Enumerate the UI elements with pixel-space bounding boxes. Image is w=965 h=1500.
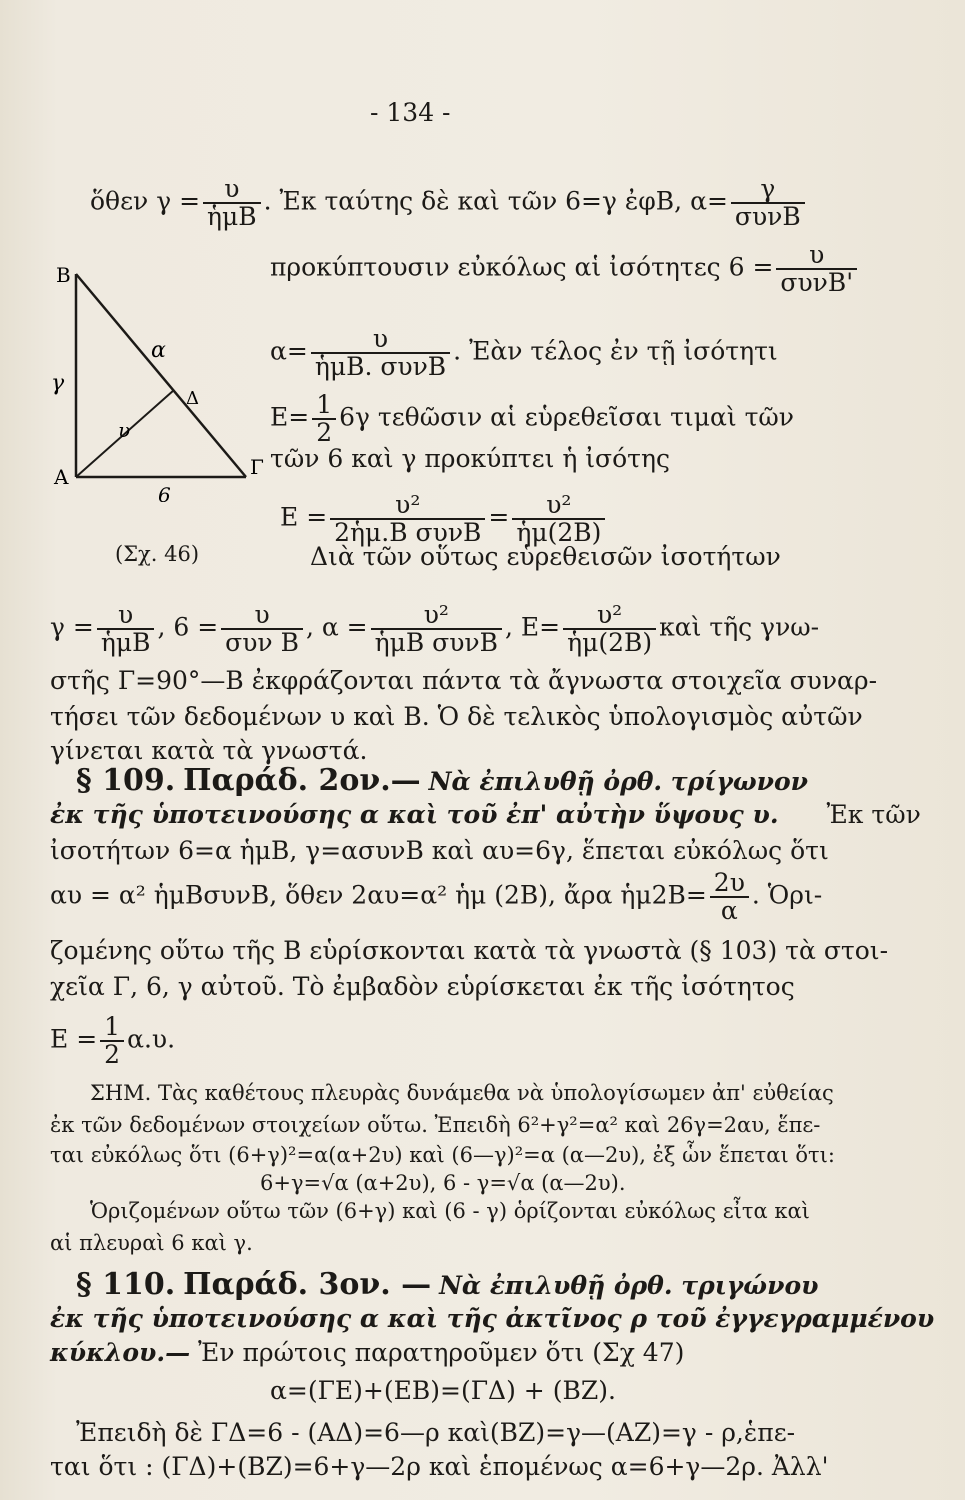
text-line: στῆς Γ=90°—Β ἐκφράζονται πάντα τὰ ἄγνωστα στοιχεῖα συναρ- [50, 666, 878, 695]
text-line: γίνεται κατὰ τὰ γνωστά. [50, 736, 368, 765]
text-line: τήσει τῶν δεδομένων υ καὶ Β. Ὁ δὲ τελικὸς ὑπολογισμὸς αὐτῶν [50, 702, 863, 731]
text-line: α=(ΓΕ)+(ΕΒ)=(ΓΔ) + (ΒΖ). [270, 1376, 616, 1405]
fraction: $\frac{\text{υ²}}{\text{ἡμ(2Β)}}$ [512, 492, 605, 546]
fraction: $\frac{\upsilon}{\text{ἡμΒ}}$ [203, 176, 261, 230]
side-gamma-label: γ [51, 371, 65, 396]
note-line: Ὁριζομένων οὕτω τῶν (6+γ) καὶ (6 - γ) ὁρίζονται εὐκόλως εἶτα καὶ [90, 1199, 810, 1223]
note-line: ΣΗΜ. Τὰς καθέτους πλευρὰς δυνάμεθα νὰ ὑπολογίσωμεν ἀπ' εὐθείας [90, 1081, 834, 1105]
fraction: $\frac{\upsilon}{\text{συνΒ'}}$ [776, 242, 857, 296]
text-line: Διὰ τῶν οὕτως εὑρεθεισῶν ἰσοτήτων [310, 542, 781, 571]
fraction: $\frac{\text{υ²}}{\text{ἡμ(2Β)}}$ [563, 602, 656, 656]
height-upsilon-label: υ [118, 418, 131, 442]
fraction: $\frac{1}{2}$ [100, 1014, 124, 1068]
fraction: $\frac{2\upsilon}{\alpha}$ [710, 870, 749, 924]
text-line: αυ = α² ἡμΒσυνΒ, ὅθεν 2αυ=α² ἡμ (2Β), ἄρα ἡμ2Β= $\frac{2\upsilon}{\alpha}$ . Ὁρι- [50, 868, 823, 925]
note-line: ἐκ τῶν δεδομένων στοιχείων οὕτω. Ἐπειδὴ 6²+γ²=α² καὶ 26γ=2αυ, ἕπε- [50, 1113, 821, 1137]
text-line: Ε = $\frac{\text{υ²}}{\text{2ἡμ.Β συνΒ}}$ = $\frac{\text{υ²}}{\text{ἡμ(2Β)}}$ [280, 492, 608, 546]
text-line: γ = $\frac{\upsilon}{\text{ἡμΒ}}$ , 6 = $\frac{\upsilon}{\text{συν Β}}$ , α = $\frac{\text{υ²}}{\text{ἡμΒ συνΒ}}$ , Ε= $\frac{\text{υ²}}{\text{ἡμ(2Β)}}$ καὶ τῆς γνω- [50, 600, 820, 657]
text-line: Ε = $\frac{1}{2}$ α.υ. [50, 1012, 176, 1069]
text-line: κύκλου.— Ἐν πρώτοις παρατηροῦμεν ὅτι (Σχ 47) [50, 1338, 685, 1367]
fraction: $\frac{1}{2}$ [312, 392, 336, 446]
note-line: 6+γ=√α (α+2υ), 6 - γ=√α (α—2υ). [260, 1171, 626, 1195]
text-line: ἐκ τῆς ὑποτεινούσης α καὶ τῆς ἀκτῖνος ρ τοῦ ἐγγεγραμμένου [50, 1304, 935, 1333]
fraction: $\frac{\text{υ²}}{\text{2ἡμ.Β συνΒ}}$ [330, 492, 485, 546]
figure-caption: (Σχ. 46) [115, 542, 200, 566]
page-number: - 134 - [370, 98, 451, 127]
text-line: Ἐπειδὴ δὲ ΓΔ=6 - (ΑΔ)=6—ρ καὶ(ΒΖ)=γ—(ΑΖ)=γ - ρ,ἑπε- [76, 1418, 796, 1447]
hypotenuse [76, 274, 246, 477]
text-line: τῶν 6 καὶ γ προκύπτει ἡ ἰσότης [270, 444, 670, 473]
point-delta-label: Δ [186, 388, 199, 409]
note-line: ται εὐκόλως ὅτι (6+γ)²=α(α+2υ) καὶ (6—γ)²=α (α—2υ), ἐξ ὧν ἕπεται ὅτι: [50, 1143, 835, 1167]
text-line: ζομένης οὕτω τῆς Β εὑρίσκονται κατὰ τὰ γνωστὰ (§ 103) τὰ στοι- [50, 936, 889, 965]
fraction: $\frac{\upsilon}{\text{συν Β}}$ [221, 602, 303, 656]
text-line: ται ὅτι : (ΓΔ)+(ΒΖ)=6+γ—2ρ καὶ ἑπομένως α=6+γ—2ρ. Ἀλλ' [50, 1452, 829, 1481]
fraction: $\frac{\upsilon}{\text{ἡμΒ. συνΒ}}$ [311, 326, 450, 380]
section-110-heading: § 110. Παράδ. 3ον. — Νὰ ἐπιλυθῇ ὀρθ. τριγώνου [76, 1267, 819, 1302]
text-line: ἰσοτήτων 6=α ἡμΒ, γ=ασυνΒ καὶ αυ=6γ, ἕπεται εὐκόλως ὅτι [50, 836, 829, 865]
note-line: αἱ πλευραὶ 6 καὶ γ. [50, 1231, 253, 1255]
vertex-a-label: Α [54, 465, 69, 489]
vertex-gamma-label: Γ [250, 455, 264, 479]
side-beta-label: 6 [158, 483, 171, 502]
fraction: $\frac{\text{υ²}}{\text{ἡμΒ συνΒ}}$ [371, 602, 502, 656]
text-line: Ε= $\frac{1}{2}$ 6γ τεθῶσιν αἱ εὑρεθεῖσαι τιμαὶ τῶν [270, 390, 794, 447]
text-line: προκύπτουσιν εὐκόλως αἱ ἰσότητες 6 = $\frac{\upsilon}{\text{συνΒ'}}$ [270, 242, 860, 296]
text-line: χεῖα Γ, 6, γ αὐτοῦ. Τὸ ἐμβαδὸν εὑρίσκεται ἐκ τῆς ἰσότητος [50, 972, 795, 1001]
vertex-b-label: Β [56, 263, 71, 287]
text-line: α= $\frac{\upsilon}{\text{ἡμΒ. συνΒ}}$ . Ἐὰν τέλος ἐν τῇ ἰσότητι [270, 324, 778, 381]
fraction: $\frac{\upsilon}{\text{ἡμΒ}}$ [97, 602, 155, 656]
right-triangle-figure [46, 262, 296, 502]
side-alpha-label: α [151, 338, 166, 363]
fraction: $\frac{\gamma}{\text{συνΒ}}$ [731, 176, 805, 230]
text-line: ὅθεν γ = $\frac{\upsilon}{\text{ἡμΒ}}$ . Ἐκ ταύτης δὲ καὶ τῶν 6=γ ἐφΒ, α= $\frac{\gamma}{\text{συνΒ}}$ [90, 176, 808, 230]
text-line: ἐκ τῆς ὑποτεινούσης α καὶ τοῦ ἐπ' αὐτὴν ὕψους υ. Ἐκ τῶν [50, 800, 921, 829]
section-109-heading: § 109. Παράδ. 2ον.— Νὰ ἐπιλυθῇ ὀρθ. τρίγωνον [76, 763, 809, 798]
